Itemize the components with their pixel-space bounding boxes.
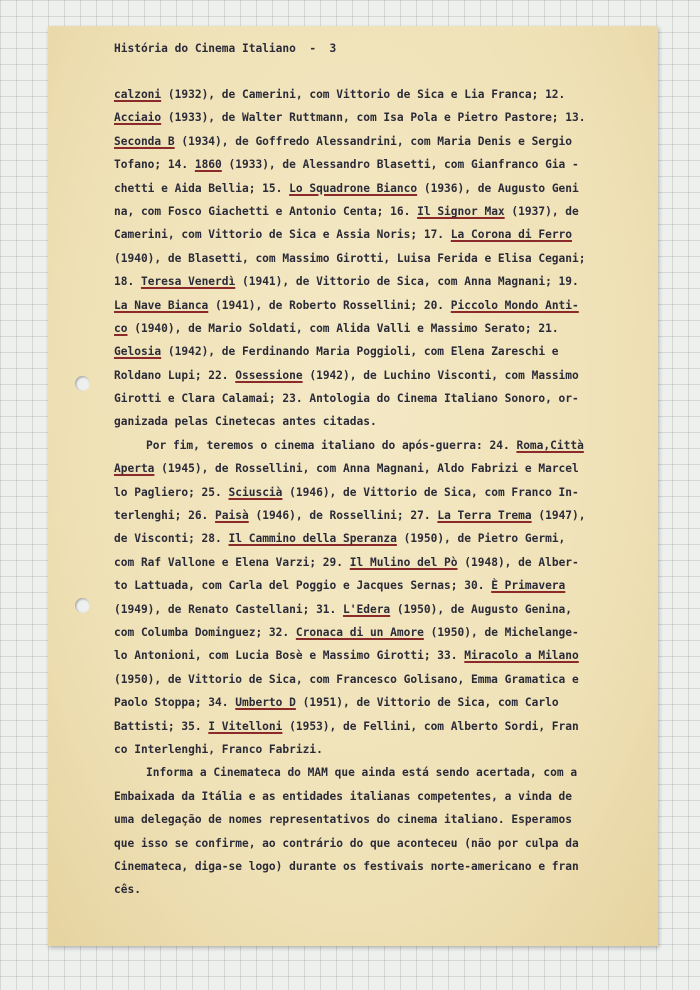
film-title: Cronaca di un Amore — [295, 625, 424, 639]
text-line — [114, 410, 662, 433]
film-title: Lo Squadrone Bianco — [289, 181, 418, 195]
text-line — [114, 644, 662, 667]
text-line — [114, 598, 662, 621]
film-title: L'Edera — [343, 602, 391, 616]
film-title: Ossessione — [235, 368, 303, 382]
text-run: Camerini, com Vittorio de Sica e Assia Noris; 17. — [114, 228, 451, 242]
film-title: La Nave Bianca — [114, 298, 209, 312]
text-run: (1949), de Renato Castellani; 31. — [114, 602, 344, 616]
text-line — [114, 83, 662, 106]
text-run: lo Pagliero; 25. — [114, 485, 229, 499]
page-header: História do Cinema Italiano - 3 — [114, 42, 337, 55]
text-run: (1950), de Pietro Germi, — [396, 532, 566, 546]
text-run: com Raf Vallone e Elena Varzi; 29. — [114, 555, 350, 569]
typed-page — [48, 26, 658, 946]
text-run: (1933), de Walter Ruttmann, com Isa Pola e Pietro Pastore; 13. — [161, 111, 586, 125]
text-run: (1937), de — [504, 204, 579, 218]
film-title: Acciaio — [114, 111, 162, 125]
text-line — [114, 878, 662, 901]
text-line — [114, 294, 662, 317]
text-line — [114, 691, 662, 714]
text-line — [114, 200, 662, 223]
text-run: lo Antonioni, com Lucia Bosè e Massimo Girotti; 33. — [114, 649, 465, 663]
text-run: Por fim, teremos o cinema italiano do após-guerra: 24. — [146, 438, 517, 452]
film-title: co — [114, 321, 128, 335]
text-run: Paolo Stoppa; 34. — [114, 696, 236, 710]
text-run: chetti e Aida Bellia; 15. — [114, 181, 290, 195]
film-title: Il Cammino della Speranza — [228, 532, 397, 546]
text-run: Girotti e Clara Calamai; 23. Antologia do Cinema Italiano Sonoro, or- — [114, 392, 579, 406]
text-run: (1950), de Michelange- — [423, 625, 579, 639]
text-line — [114, 504, 662, 527]
film-title: Sciuscià — [228, 485, 283, 499]
text-run: (1951), de Vittorio de Sica, com Carlo — [295, 696, 559, 710]
text-run: uma delegação de nomes representativos do cinema italiano. Esperamos — [114, 813, 573, 827]
text-run: co Interlenghi, Franco Fabrizi. — [114, 742, 323, 756]
film-title: Piccolo Mondo Anti- — [450, 298, 579, 312]
text-line — [114, 668, 662, 691]
film-title: Il Mulino del Pò — [349, 555, 458, 569]
text-run: Battisti; 35. — [114, 719, 209, 733]
text-run: Embaixada da Itália e as entidades italianas competentes, a vinda de — [114, 789, 573, 803]
film-title: Gelosia — [114, 345, 162, 359]
text-line — [114, 738, 662, 761]
binder-hole — [75, 376, 90, 391]
text-run: (1934), de Goffredo Alessandrini, com Maria Denis e Sergio — [174, 134, 573, 148]
film-title: È Primavera — [491, 579, 566, 593]
text-line — [114, 574, 662, 597]
text-run: (1940), de Mario Soldati, com Alida Valli e Massimo Serato; 21. — [127, 321, 559, 335]
text-line — [114, 223, 662, 246]
text-line — [114, 364, 662, 387]
film-title: Seconda B — [114, 134, 175, 148]
film-title: I Vitelloni — [208, 719, 283, 733]
text-run: terlenghi; 26. — [114, 509, 216, 523]
text-run: Roldano Lupi; 22. — [114, 368, 236, 382]
text-run: Tofano; 14. — [114, 158, 195, 172]
text-line — [114, 457, 662, 480]
film-title: Miracolo a Milano — [464, 649, 579, 663]
text-run: de Visconti; 28. — [114, 532, 229, 546]
text-run: Cinemateca, diga-se logo) durante os festivais norte-americano e fran — [114, 859, 579, 873]
text-run: to Lattuada, com Carla del Poggio e Jacques Sernas; 30. — [114, 579, 492, 593]
film-title: Paisà — [215, 509, 249, 523]
text-line — [114, 106, 662, 129]
text-run: (1950), de Vittorio de Sica, com Francesco Golisano, Emma Gramatica e — [114, 672, 579, 686]
text-line — [114, 340, 662, 363]
binder-hole — [75, 598, 90, 613]
text-line — [114, 130, 662, 153]
text-line — [114, 247, 662, 270]
text-run: (1941), de Roberto Rossellini; 20. — [208, 298, 451, 312]
text-run: (1942), de Luchino Visconti, com Massimo — [302, 368, 579, 382]
text-run: (1936), de Augusto Geni — [417, 181, 579, 195]
film-title: Umberto D — [235, 696, 296, 710]
text-run: com Columba Dominguez; 32. — [114, 625, 296, 639]
film-title: La Terra Trema — [437, 509, 532, 523]
text-run: Informa a Cinemateca do MAM que ainda está sendo acertada, com a — [146, 766, 578, 780]
film-title: Il Signor Max — [417, 204, 505, 218]
film-title: calzoni — [114, 88, 162, 101]
text-run: na, com Fosco Giachetti e Antonio Centa; 16. — [114, 204, 418, 218]
text-run: (1932), de Camerini, com Vittorio de Sica e Lia Franca; 12. — [161, 88, 566, 101]
film-title: 1860 — [194, 158, 222, 172]
text-run: (1945), de Rossellini, com Anna Magnani, Aldo Fabrizi e Marcel — [154, 462, 579, 476]
text-run: (1950), de Augusto Genina, — [390, 602, 573, 616]
text-line — [114, 434, 662, 457]
text-run: (1941), de Vittorio de Sica, com Anna Magnani; 19. — [235, 275, 579, 289]
text-line — [114, 785, 662, 808]
text-run: (1940), de Blasetti, com Massimo Girotti, Luisa Ferida e Elisa Cegani; — [114, 251, 586, 265]
text-line — [114, 527, 662, 550]
text-line — [114, 761, 662, 784]
film-title: La Corona di Ferro — [450, 228, 573, 242]
text-run: (1933), de Alessandro Blasetti, com Gianfranco Gia - — [221, 158, 579, 172]
text-line — [114, 832, 662, 855]
film-title: Teresa Venerdì — [140, 275, 236, 289]
film-title: Roma,Città — [516, 438, 584, 452]
text-run: (1946), de Rossellini; 27. — [248, 509, 438, 523]
text-run: ganizada pelas Cinetecas antes citadas. — [114, 415, 377, 429]
text-run: (1953), de Fellini, com Alberto Sordi, Fran — [282, 719, 579, 733]
film-title: Aperta — [114, 462, 155, 476]
text-run: (1946), de Vittorio de Sica, com Franco In- — [282, 485, 579, 499]
text-line — [114, 153, 662, 176]
text-line — [114, 387, 662, 410]
text-line — [114, 715, 662, 738]
text-run: (1947), — [531, 509, 586, 523]
text-line — [114, 621, 662, 644]
text-run: 18. — [114, 275, 141, 289]
text-run: (1942), de Ferdinando Maria Poggioli, com Elena Zareschi e — [161, 345, 559, 359]
text-line — [114, 317, 662, 340]
text-line — [114, 270, 662, 293]
text-run: cês. — [114, 883, 141, 897]
text-line — [114, 808, 662, 831]
text-line — [114, 177, 662, 200]
text-line — [114, 551, 662, 574]
text-run: (1948), de Alber- — [457, 555, 579, 569]
text-run: que isso se confirme, ao contrário do que aconteceu (não por culpa da — [114, 836, 579, 850]
body-text — [114, 83, 662, 902]
text-line — [114, 855, 662, 878]
text-line — [114, 481, 662, 504]
